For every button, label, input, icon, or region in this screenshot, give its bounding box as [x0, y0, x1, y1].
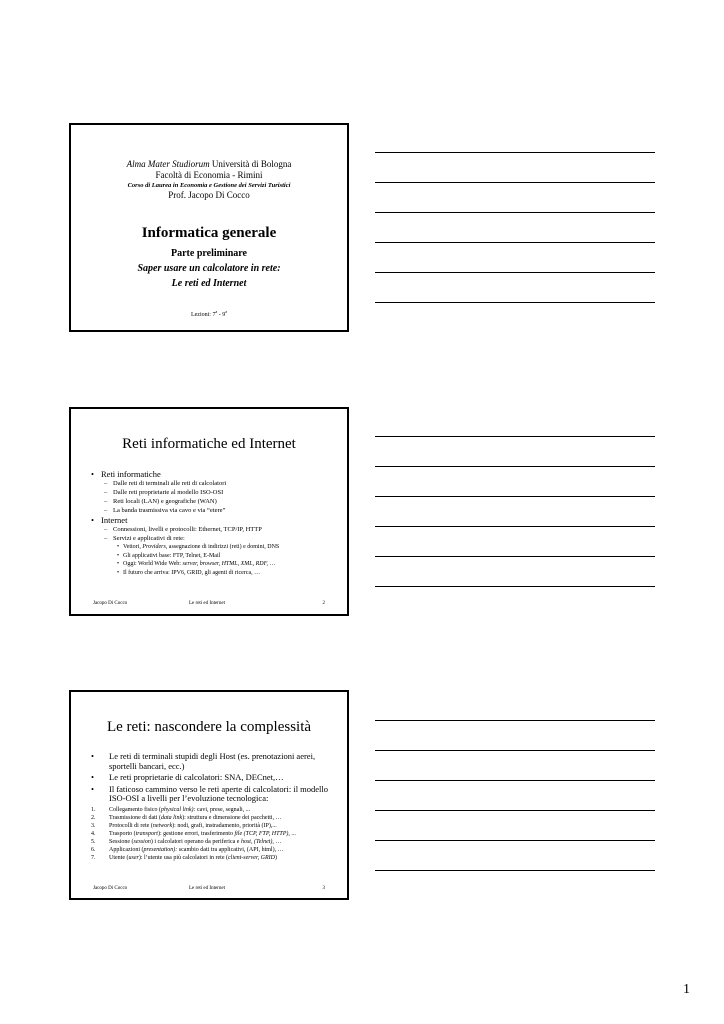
- note-line: [375, 720, 655, 721]
- subtitle-3: Le reti ed Internet: [171, 278, 247, 289]
- footer-author: Jacopo Di Cocco: [93, 601, 128, 606]
- text: Vettori,: [123, 544, 143, 550]
- note-line: [375, 586, 655, 587]
- footer-page-number: 3: [322, 886, 325, 891]
- sub-sub-bullet: • Gli applicativi base: FTP, Telnet, E-Mail: [89, 552, 337, 561]
- note-line: [375, 780, 655, 781]
- text: Oggi: World Wide Web:: [123, 561, 183, 567]
- page-number: 1: [683, 982, 690, 997]
- text: ): struttura e dimensione dei pacchetti, …: [182, 814, 282, 821]
- note-line: [375, 556, 655, 557]
- subtitle-2: Saper usare un calcolatore in rete:: [137, 263, 281, 274]
- footer-author: Jacopo Di Cocco: [93, 886, 128, 891]
- lessons-sup-1: a: [215, 309, 218, 314]
- numbered-item: [87, 830, 333, 838]
- text-italic: server, browser, HTML, XML, RDF,: [182, 561, 268, 567]
- numbered-item: [87, 846, 333, 854]
- text: Sessione (: [109, 838, 134, 845]
- bullet: • Le reti proprietarie di calcolatori: SNA, DECnet,…: [87, 773, 333, 783]
- text-italic: network: [152, 822, 173, 829]
- note-line: [375, 436, 655, 437]
- subtitle-preliminary: Parte preliminare: [171, 248, 247, 259]
- slide-2-body: [89, 469, 337, 577]
- note-line: [375, 466, 655, 467]
- text-italic: Providers,: [142, 544, 168, 550]
- text: …: [267, 561, 276, 567]
- text: assegnazione di indirizzi (reti) e domini, DNS: [167, 544, 280, 550]
- bullet: • Il faticoso cammino verso le reti aperte di calcolatori: il modello ISO-OSI a livelli per l’evoluzione tecnologica:: [87, 785, 333, 804]
- item-number: 6.: [91, 846, 96, 853]
- note-line: [375, 152, 655, 153]
- numbered-item: [87, 822, 333, 830]
- course-name: Corso di Laurea in Economia e Gestione dei Servizi Turistici: [127, 182, 291, 189]
- slide-1-header: [71, 159, 347, 201]
- item-number: 5.: [91, 838, 96, 845]
- university: Università di Bologna: [209, 159, 292, 169]
- sub-sub-bullet: • Il futuro che arriva: IPV6, GRID, gli agenti di ricerca, …: [89, 569, 337, 578]
- text: cavi, prese, segnali, ...: [195, 806, 251, 813]
- numbered-item: [87, 814, 333, 822]
- text: ): nodi, grafi, instradamento, priorità (IP),...: [172, 822, 277, 829]
- sub-sub-bullet: [89, 543, 337, 552]
- text-italic: physical link):: [161, 806, 196, 813]
- text-italic: client-server, GRID: [227, 854, 275, 861]
- text: , ...: [288, 830, 296, 837]
- numbered-item: [87, 806, 333, 814]
- bullet-reti-informatiche: • Reti informatiche: [89, 469, 337, 479]
- item-number: 7.: [91, 854, 96, 861]
- note-line: [375, 496, 655, 497]
- note-line: [375, 212, 655, 213]
- footer-title: Le reti ed Internet: [189, 886, 225, 891]
- slide-3-body: [87, 752, 333, 862]
- item-number: 1.: [91, 806, 96, 813]
- numbered-item: [87, 854, 333, 862]
- text: …: [273, 838, 282, 845]
- footer-title: Le reti ed Internet: [189, 601, 225, 606]
- slide-1-subtitles: [71, 246, 347, 291]
- alma-mater: Alma Mater Studiorum: [126, 159, 210, 169]
- text: ): l’utente usa più calcolatori in rete (: [138, 854, 228, 861]
- text-italic: file (TCP, FTP, HTTP): [234, 830, 289, 837]
- lessons-prefix: Lezioni: 7: [190, 312, 216, 318]
- item-number: 2.: [91, 814, 96, 821]
- professor: Prof. Jacopo Di Cocco: [168, 190, 250, 200]
- note-line: [375, 272, 655, 273]
- item-number: 4.: [91, 830, 96, 837]
- lessons-mid: - 9: [217, 312, 226, 318]
- sub-bullet: – Dalle reti proprietarie al modello ISO-OSI: [89, 488, 337, 497]
- note-line: [375, 182, 655, 183]
- slide-3-title: Le reti: nascondere la complessità: [106, 719, 312, 735]
- text: scambio dati tra applicativi, (API, html), …: [177, 846, 284, 853]
- note-line: [375, 302, 655, 303]
- note-line: [375, 870, 655, 871]
- text-italic: data link: [160, 814, 183, 821]
- text: Collegamento fisico (: [109, 806, 161, 813]
- text: Utente (: [109, 854, 129, 861]
- sub-bullet: – Connessioni, livelli e protocolli: Ethernet, TCP/IP, HTTP: [89, 525, 337, 534]
- text-italic: user: [128, 854, 139, 861]
- sub-bullet: – Reti locali (LAN) e geografiche (WAN): [89, 497, 337, 506]
- sub-sub-bullet: [89, 560, 337, 569]
- faculty: Facoltà di Economia - Rimini: [155, 170, 263, 180]
- note-line: [375, 750, 655, 751]
- lessons-label: [71, 309, 347, 318]
- bullet-internet: • Internet: [89, 515, 337, 525]
- footer-page-number: 2: [322, 601, 325, 606]
- text: Trasporto (: [109, 830, 136, 837]
- text: Trasmissione di dati (: [109, 814, 161, 821]
- slide-2: [69, 407, 349, 616]
- note-line: [375, 526, 655, 527]
- note-line: [375, 810, 655, 811]
- note-line: [375, 840, 655, 841]
- slide-1-title: [69, 123, 349, 332]
- item-number: 3.: [91, 822, 96, 829]
- text-italic: host, (Telnet),: [240, 838, 274, 845]
- lessons-sup-2: a: [225, 309, 228, 314]
- text: Protocolli di rete (: [109, 822, 153, 829]
- text: Applicazioni (: [109, 846, 144, 853]
- text: ): gestione errori, trasferimento: [157, 830, 235, 837]
- text-italic: session: [133, 838, 151, 845]
- text: ) i calcolatori operano da periferica e: [150, 838, 241, 845]
- text: ): [274, 854, 277, 861]
- text-italic: transport: [135, 830, 158, 837]
- sub-bullet: – Dalle reti di terminali alle reti di calcolatori: [89, 479, 337, 488]
- sub-bullet: – La banda trasmissiva via cavo e via “etere”: [89, 506, 337, 515]
- numbered-item: [87, 838, 333, 846]
- slide-2-title: Reti informatiche ed Internet: [122, 436, 296, 452]
- slide-1-main-title: Informatica generale: [141, 225, 277, 241]
- sub-bullet: – Servizi e applicativi di rete:: [89, 534, 337, 543]
- slide-3: [69, 690, 349, 900]
- bullet: • Le reti di terminali stupidi degli Host (es. prenotazioni aerei, sportelli bancari, ecc.): [87, 752, 333, 771]
- note-line: [375, 242, 655, 243]
- text-italic: presentation):: [143, 846, 178, 853]
